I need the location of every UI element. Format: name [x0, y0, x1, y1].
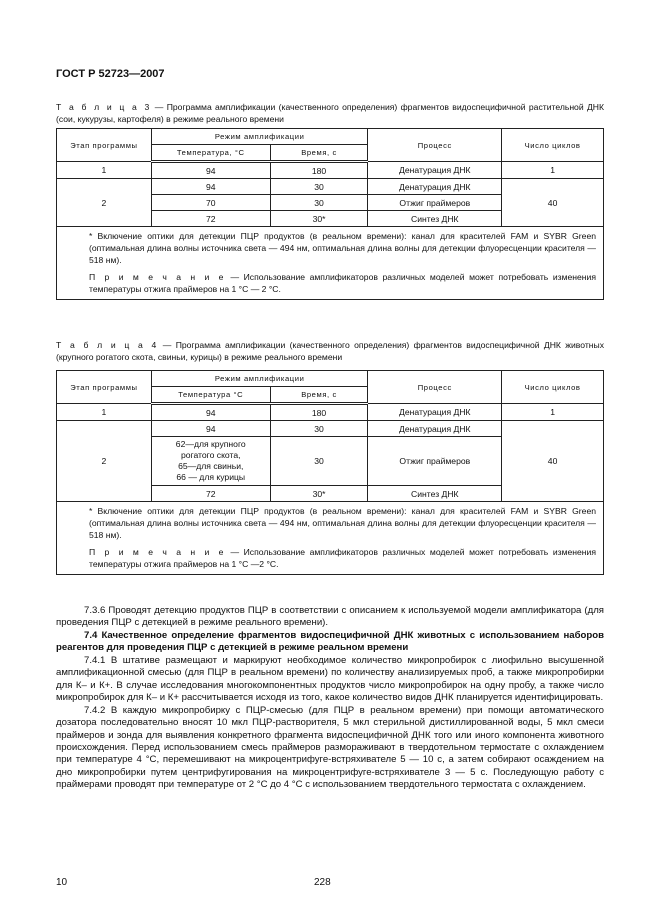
- table-row: 72 30* Синтез ДНК: [57, 211, 604, 227]
- table4-header-cycles: Число циклов: [502, 371, 604, 404]
- table4-header-stage: Этап программы: [57, 371, 152, 404]
- table-row: 2 94 30 Денатурация ДНК 40: [57, 179, 604, 195]
- body-text: [56, 605, 604, 792]
- table3-header-temperature: Температура, °С: [151, 145, 270, 162]
- table3-footnote: * Включение оптики для детекции ПЦР продуктов (в реальном времени): канал для красителей FAM и SYBR Green (оптимальная длина волны источника света — 494 нм, оптимальная длина волны для детекции флуоресценции красителя — 518 нм).: [89, 231, 596, 265]
- paragraph-7-4-1: 7.4.1 В штативе размещают и маркируют необходимое количество микропробирок с лиофильно высушенной амплификационной смесью (для ПЦР в реальном времени) по количеству анализируемых проб, а также микропробирки для К– и К+. В случае исследования многокомпонентных продуктов число микропробирок на одну пробу, а также число микропробирок для К– и К+ рассчитывается исходя из того, какое количество видов ДНК планируется идентифицировать.: [56, 654, 604, 704]
- table-row: 2 94 30 Денатурация ДНК 40: [57, 421, 604, 437]
- table4-footnote-cell: [57, 502, 604, 575]
- table4-caption: [56, 339, 604, 363]
- table4-note: П р и м е ч а н и е — Использование амплификаторов различных моделей может потребовать изменения температуры отжига праймеров на 1 °С —2 °С.: [89, 547, 596, 569]
- table-row: 1 94 180 Денатурация ДНК 1: [57, 162, 604, 179]
- table4-caption-text: — Программа амплификации (качественного определения) фрагментов видоспецифичной ДНК животных (крупного рогатого скота, свиньи, курицы) в режиме реального времени: [56, 340, 604, 362]
- paragraph-7-4-2: 7.4.2 В каждую микропробирку с ПЦР-смесью (для ПЦР в реальном времени) при помощи автоматического дозатора последовательно вносят 10 мкл ПЦР-растворителя, 5 мкл стерильной дистиллированной воды, 5 мкл смеси праймеров и зонда для выявления конкретного фрагмента видоспецифичной ДНК того или иного компонента животного происхождения. Перед использованием смесь праймеров размораживают в твердотельном термостате с охлаждением при температуре 4 °С, перемешивают на микроцентрифуге-встряхивателе 5 — 10 с, а затем собирают осаждением на дно микропробирки путем центрифугирования на микроцентрифуге-встряхивателе 3 — 5 с. Последующую работу с праймерами проводят при температуре от 2 °С до 4 °С с использованием твердотельного термостата с охлаждением.: [56, 704, 604, 791]
- table3: [56, 128, 604, 300]
- table4-header-mode: Режим амплификации: [151, 371, 368, 387]
- section-heading-7-4: 7.4 Качественное определение фрагментов видоспецифичной ДНК животных с использованием наборов реагентов для проведения ПЦР с детекцией в режиме реальном времени: [56, 629, 604, 654]
- table4-header-temperature: Температура °С: [151, 387, 270, 404]
- table3-header-process: Процесс: [368, 129, 502, 162]
- table4-footnote: * Включение оптики для детекции ПЦР продуктов (в реальном времени): канал для красителей FAM и SYBR Green (оптимальная длина волны источника света — 494 нм, оптимальная длина волны для детекции флуоресценции красителя — 518 нм).: [89, 506, 596, 540]
- document-standard-header: ГОСТ Р 52723—2007: [56, 68, 165, 80]
- table3-note: П р и м е ч а н и е — Использование амплификаторов различных моделей может потребовать изменения температуры отжига праймеров на 1 °С — 2 °С.: [89, 272, 596, 294]
- table-row: 1 94 180 Денатурация ДНК 1: [57, 404, 604, 421]
- table3-caption: [56, 101, 604, 125]
- table3-caption-label: Т а б л и ц а 3: [56, 102, 152, 112]
- table-row: 62—для крупного рогатого скота, 65—для свиньи, 66 — для курицы 30 Отжиг праймеров: [57, 437, 604, 486]
- table4-caption-label: Т а б л и ц а 4: [56, 340, 159, 350]
- table4-header-process: Процесс: [368, 371, 502, 404]
- page-number: 10: [56, 877, 68, 888]
- table3-header-time: Время, с: [270, 145, 368, 162]
- paragraph-7-3-6: 7.3.6 Проводят детекцию продуктов ПЦР в соответствии с описанием к используемой модели амплификатора (для проведения ПЦР с детекцией в режиме реального времени).: [56, 605, 604, 629]
- table4-header-time: Время, с: [270, 387, 368, 404]
- table3-header-stage: Этап программы: [57, 129, 152, 162]
- table3-header-mode: Режим амплификации: [151, 129, 368, 145]
- table4-annealing-temperatures: 62—для крупного рогатого скота, 65—для свиньи, 66 — для курицы: [151, 437, 270, 486]
- table3-footnote-cell: [57, 227, 604, 300]
- table3-header-cycles: Число циклов: [502, 129, 604, 162]
- table-row: 70 30 Отжиг праймеров: [57, 195, 604, 211]
- table-row: 72 30* Синтез ДНК: [57, 486, 604, 502]
- table3-caption-text: — Программа амплификации (качественного определения) фрагментов видоспецифичной растительной ДНК (сои, кукурузы, картофеля) в режиме реального времени: [56, 102, 604, 124]
- table4: [56, 370, 604, 575]
- page-number-center: 228: [314, 877, 331, 888]
